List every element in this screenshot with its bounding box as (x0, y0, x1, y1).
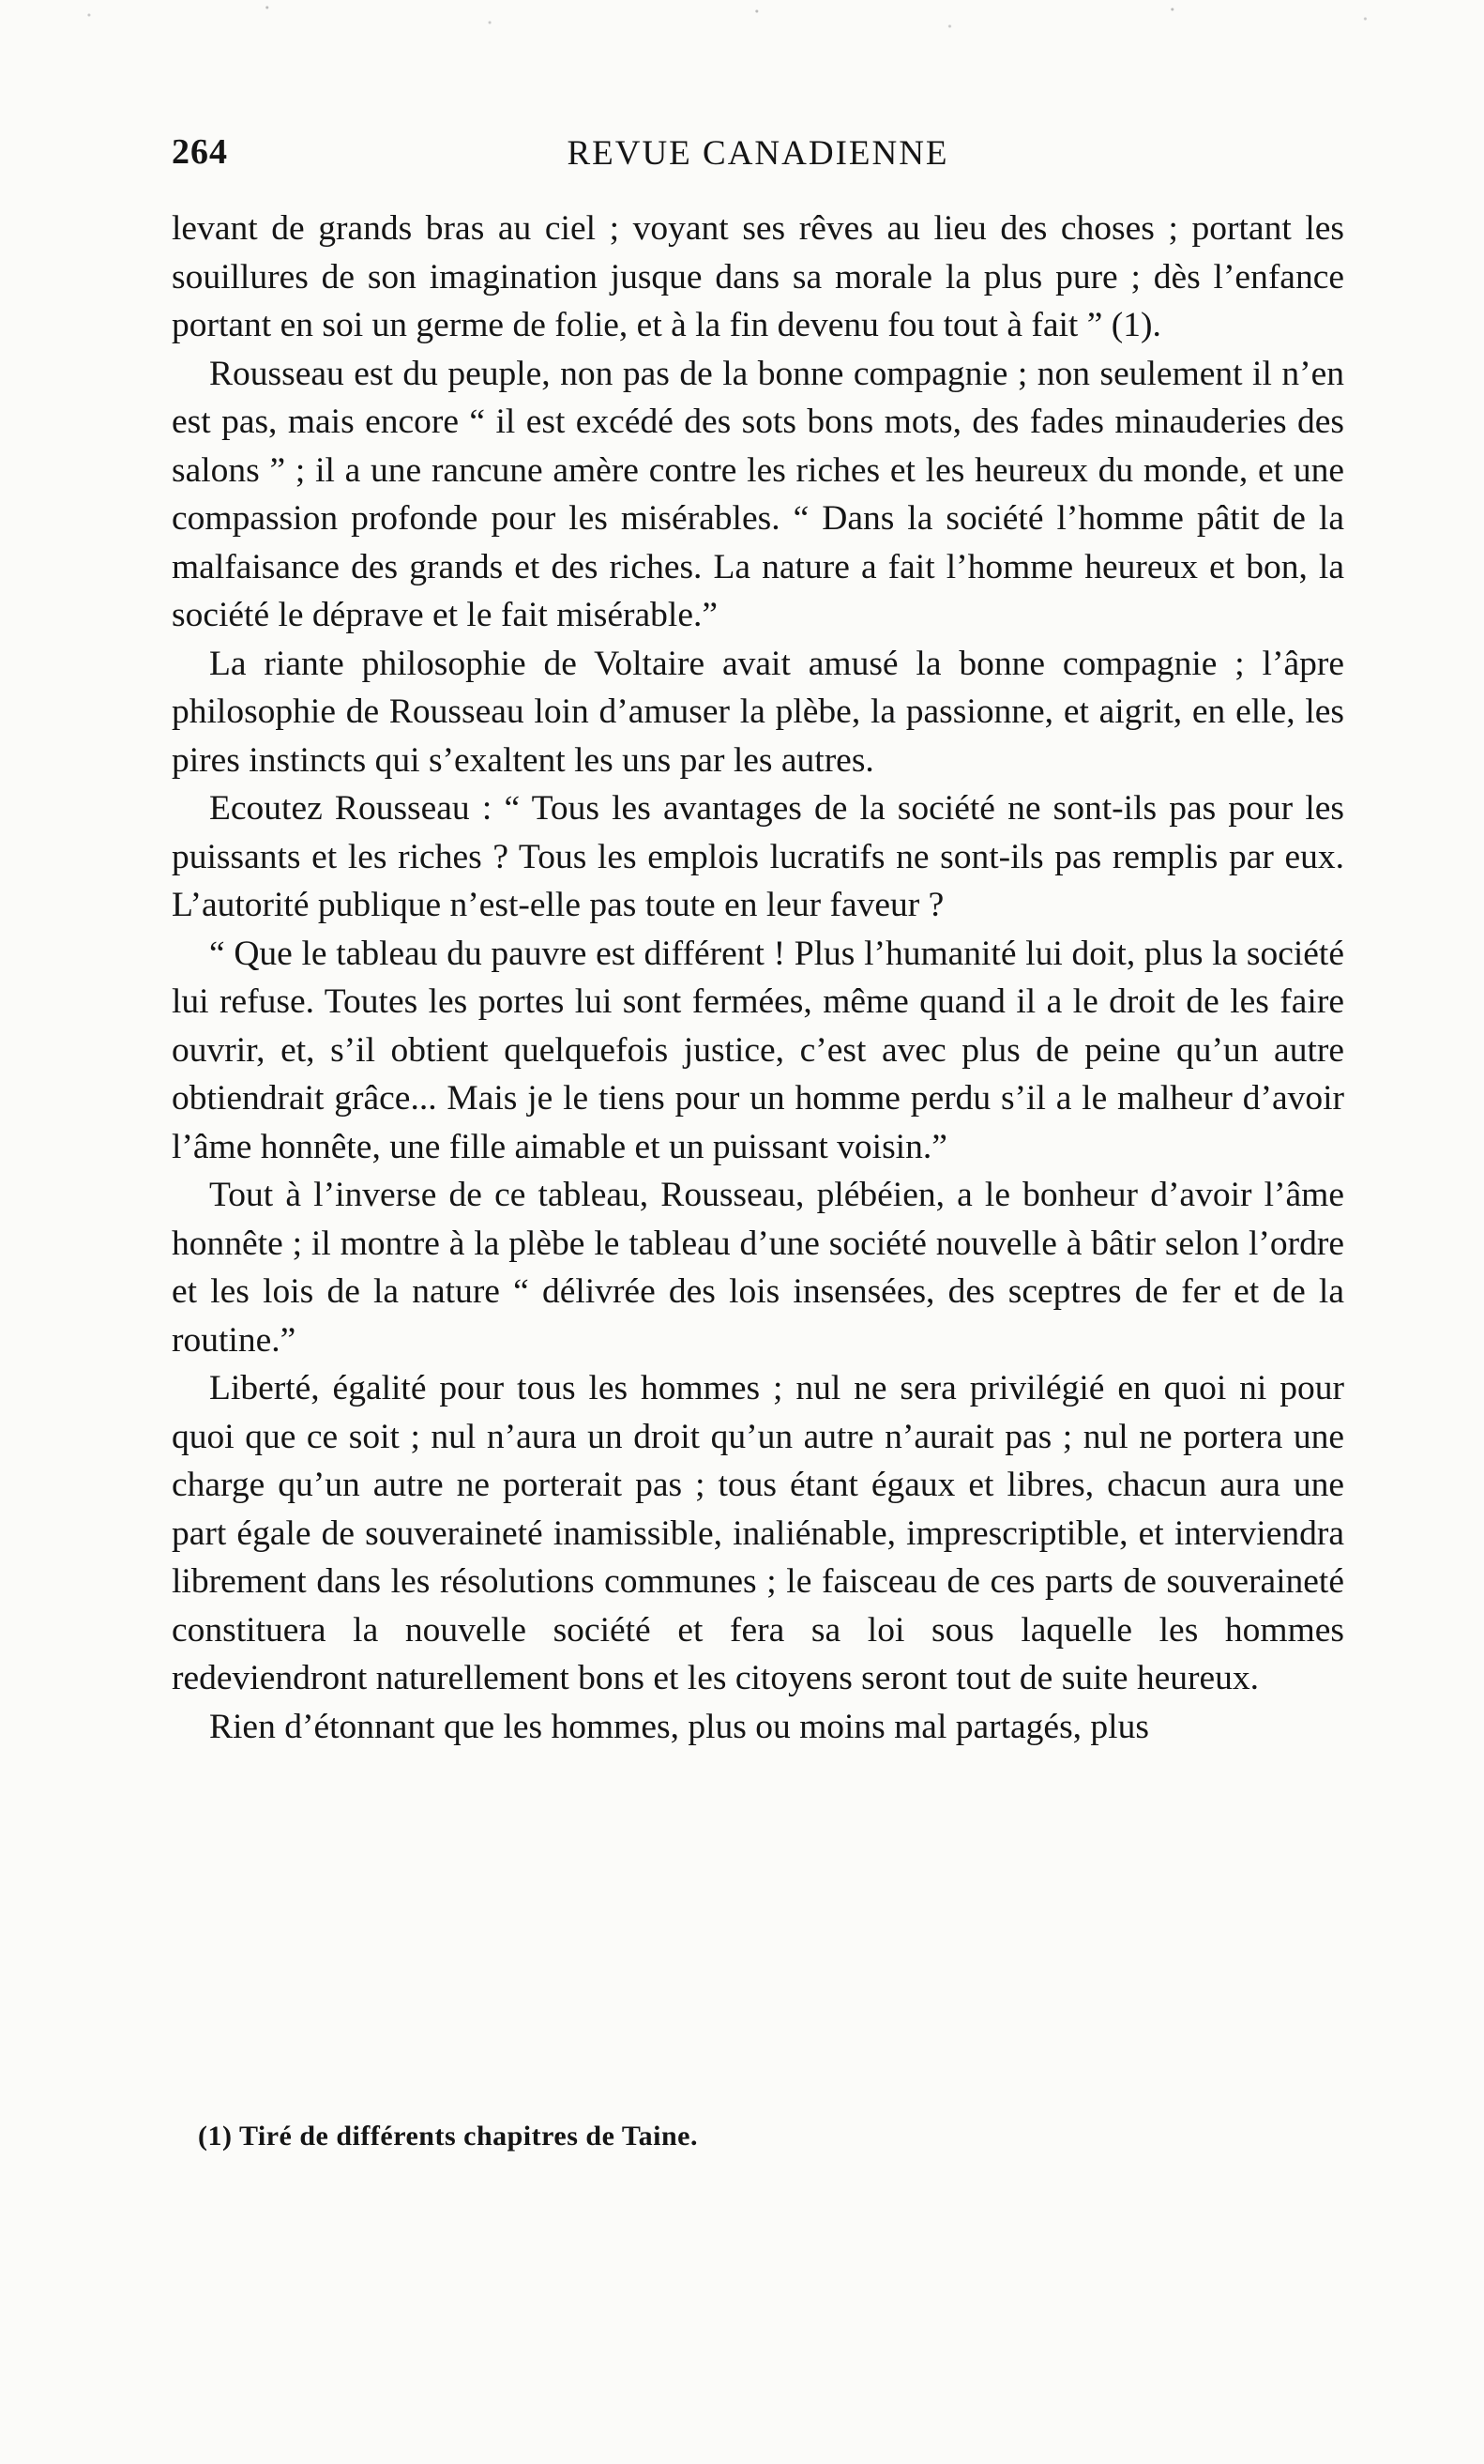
paragraph-8: Rien d’étonnant que les hommes, plus ou moins mal partagés, plus (209, 1707, 1149, 1746)
page-number: 264 (172, 132, 228, 172)
body-text (172, 205, 1344, 1751)
paragraph-2: Rousseau est du peuple, non pas de la bonne compagnie ; non seulement il n’en est pas, mais encore “ il est excédé des sots bons mots, des fades minauderies des salons ” ; il a une rancune amère contre les riches et les heureux du monde, et une compassion profonde pour les misérables. “ Dans la société l’homme pâtit de la malfaisance des grands et des riches. La nature a fait l’homme heureux et bon, la société le déprave et le fait misérable.” (172, 354, 1344, 634)
page-edge-speckle (0, 0, 1484, 38)
paragraph-3: La riante philosophie de Voltaire avait amusé la bonne compagnie ; l’âpre philosophie de Rousseau loin d’amuser la plèbe, la passionne, et aigrit, en elle, les pires instincts qui s’exaltent les uns par les autres. (172, 644, 1344, 780)
footnote: (1) Tiré de différents chapitres de Taine. (198, 2121, 698, 2152)
paragraph-4: Ecoutez Rousseau : “ Tous les avantages de la société ne sont-ils pas pour les puissants et les riches ? Tous les emplois lucratifs ne sont-ils pas remplis par eux. L’autorité publique n’est-elle pas toute en leur faveur ? (172, 789, 1344, 924)
running-title: REVUE CANADIENNE (567, 134, 949, 173)
page-header (172, 131, 1344, 188)
paragraph-7: Liberté, égalité pour tous les hommes ; nul ne sera privilégié en quoi ni pour quoi que ce soit ; nul n’aura un droit qu’un autre n’aurait pas ; nul ne portera une charge qu’un autre ne porterait pas ; tous étant égaux et libres, chacun aura une part égale de souveraineté inamissible, inaliénable, imprescriptible, et interviendra librement dans les résolutions communes ; le faisceau de ces parts de souveraineté constituera la nouvelle société et fera sa loi sous laquelle les hommes redeviendront naturellement bons et les citoyens seront tout de suite heureux. (172, 1369, 1344, 1697)
paragraph-5: “ Que le tableau du pauvre est différent ! Plus l’humanité lui doit, plus la société lui refuse. Toutes les portes lui sont fermées, même quand il a le droit de les faire ouvrir, et, s’il obtient quelquefois justice, c’est avec plus de peine qu’un autre obtiendrait grâce... Mais je le tiens pour un homme perdu s’il a le malheur d’avoir l’âme honnête, une fille aimable et un puissant voisin.” (172, 934, 1344, 1166)
paragraph-1: levant de grands bras au ciel ; voyant ses rêves au lieu des choses ; portant les souillures de son imagination jusque dans sa morale la plus pure ; dès l’enfance portant en soi un germe de folie, et à la fin devenu fou tout à fait ” (1). (172, 209, 1344, 344)
paragraph-6: Tout à l’inverse de ce tableau, Rousseau, plébéien, a le bonheur d’avoir l’âme honnête ; il montre à la plèbe le tableau d’une société nouvelle à bâtir selon l’ordre et les lois de la nature “ délivrée des lois insensées, des sceptres de fer et de la routine.” (172, 1176, 1344, 1360)
